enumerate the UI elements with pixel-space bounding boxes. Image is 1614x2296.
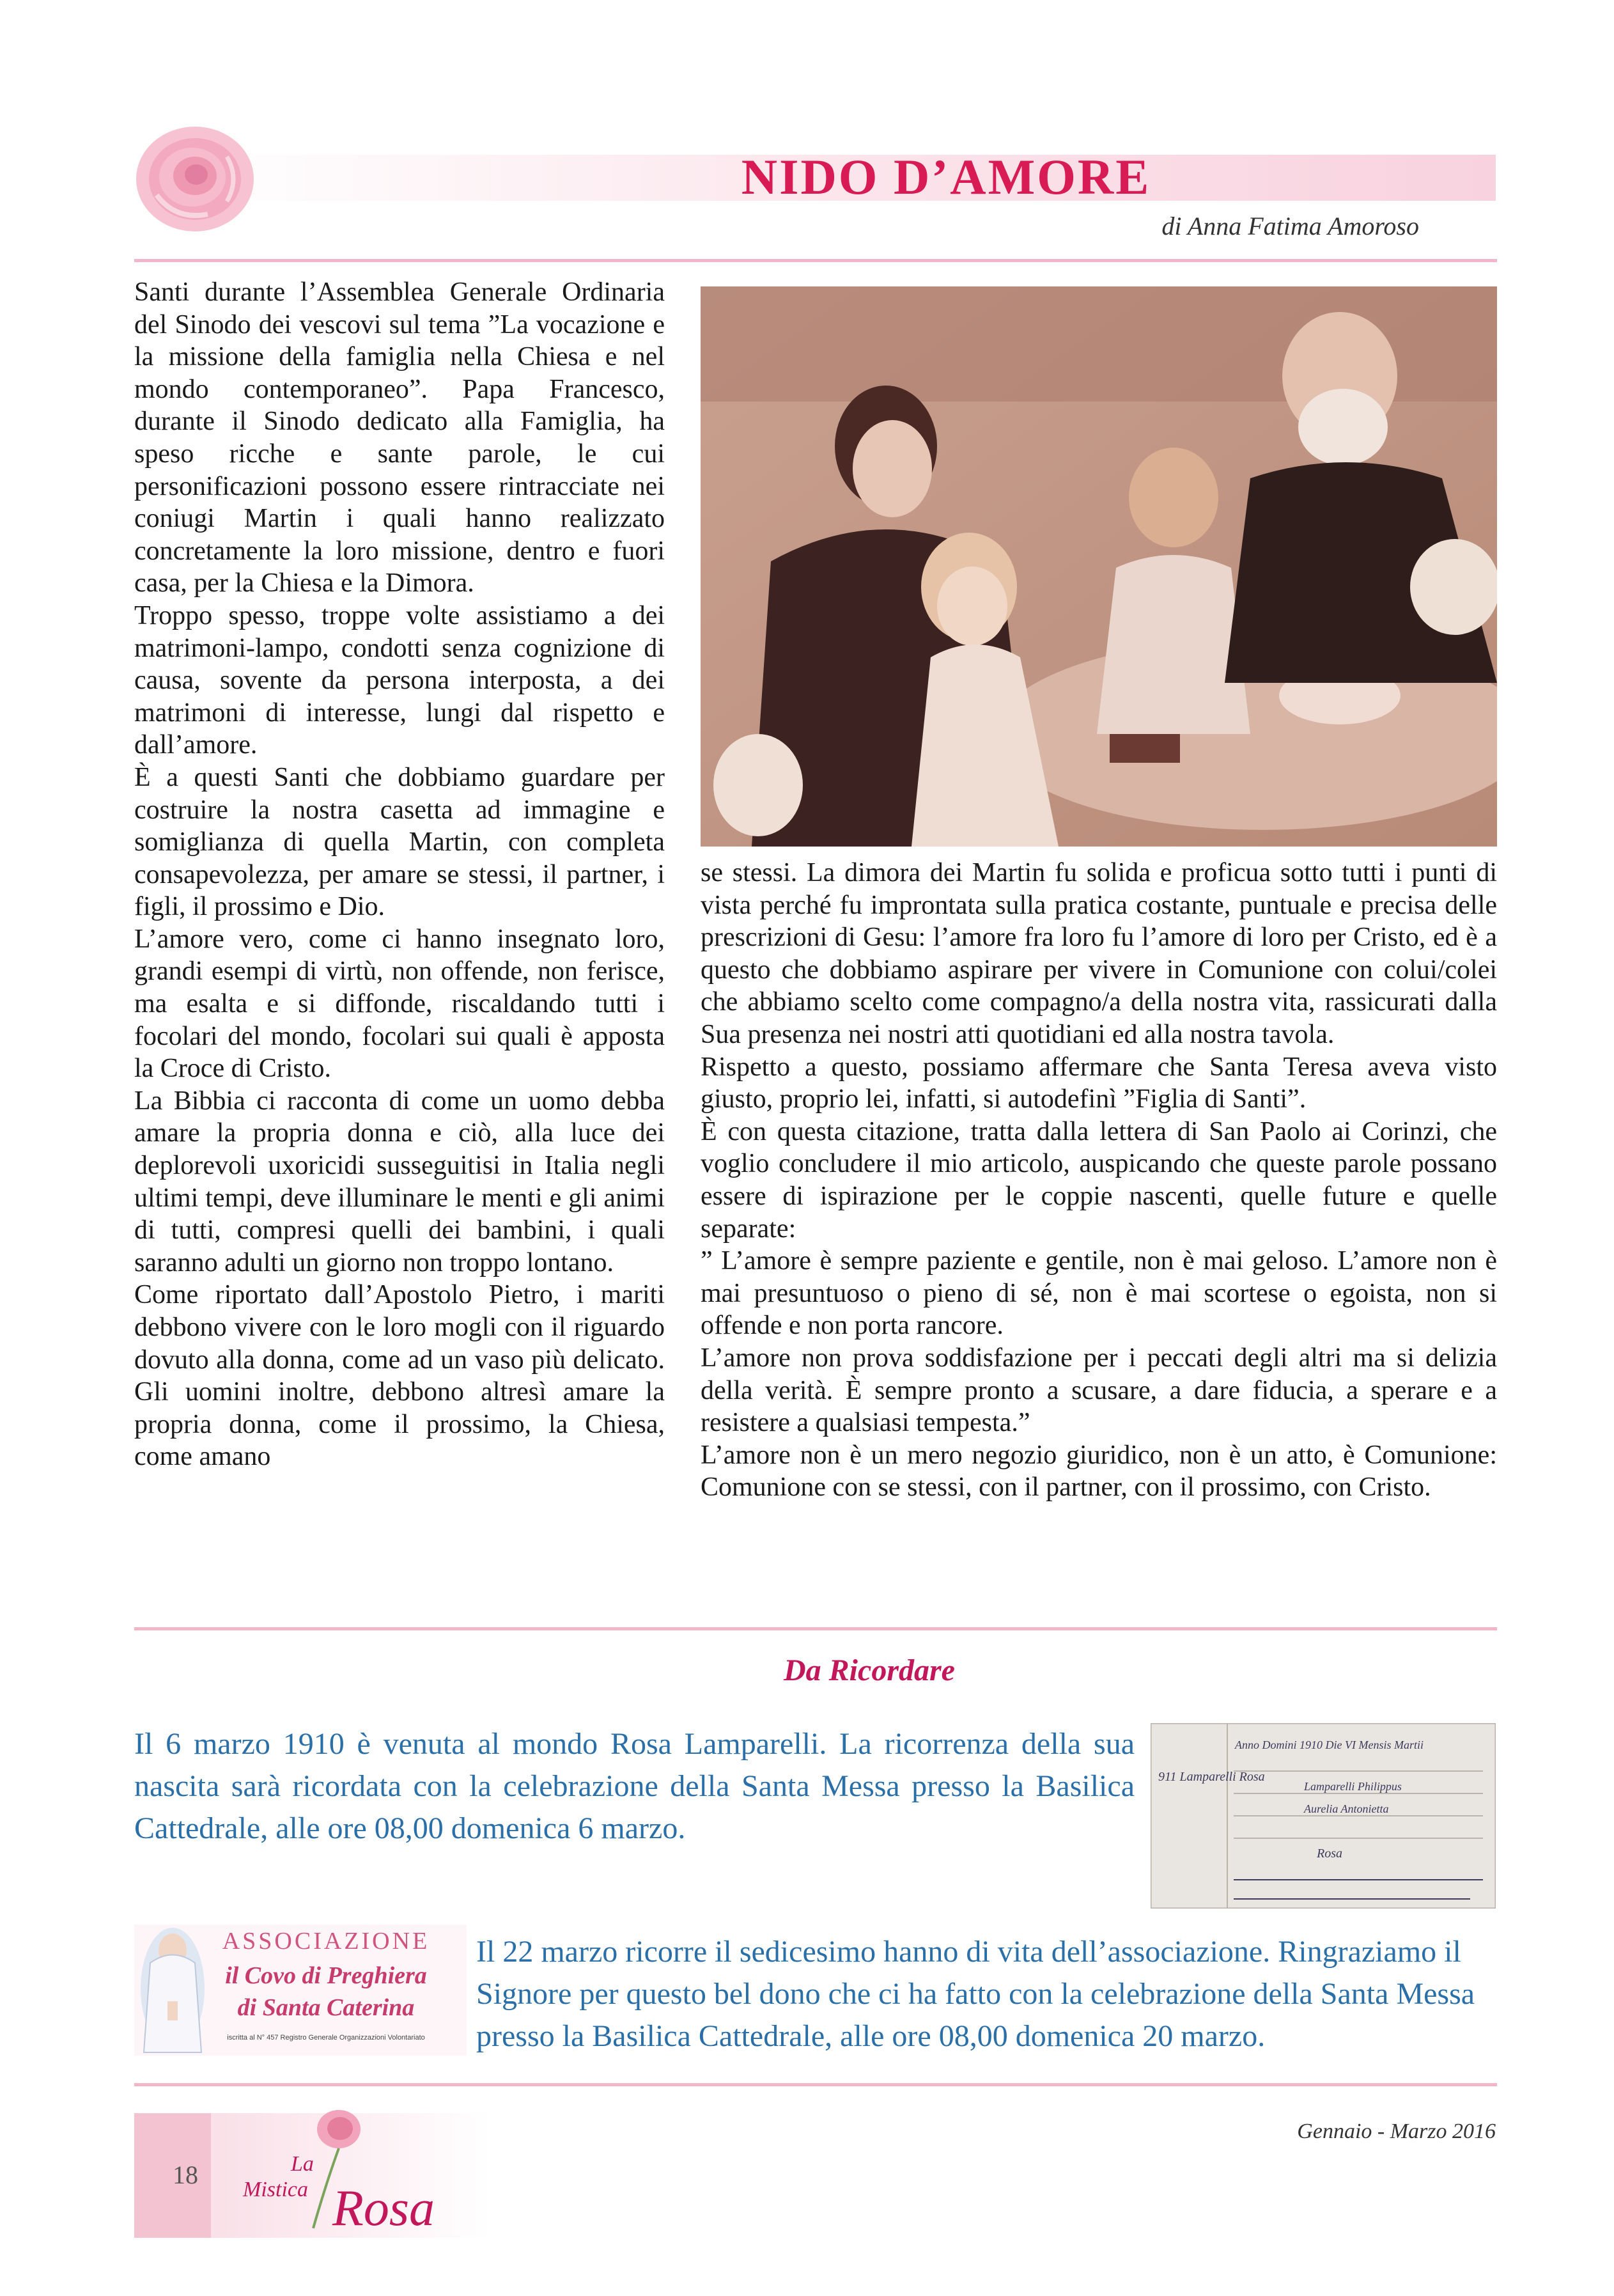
certificate-side-name: 911 Lamparelli Rosa — [1158, 1770, 1265, 1784]
article-paragraph: se stessi. La dimora dei Martin fu solida e proficua sotto tutti i punti di vista perché fu improntata sulla pratica costante, puntuale e precisa delle prescrizioni di Gesu: l’amore fra loro fu l’amore di loro per Cristo, ed è a questo che dobbiamo aspirare per vivere in Comunione con colui/colei che abbiamo scelto come compagno/a della nostra vita, rassicurati dalla Sua presenza nei nostri atti quotidiani ed alla nostra tavola. — [701, 858, 1497, 1049]
logo-word-la: La — [291, 2152, 314, 2176]
article-title: NIDO D’AMORE — [741, 149, 1151, 205]
logo-word-rosa: Rosa — [332, 2180, 435, 2237]
article-paragraph: L’amore non è un mero negozio giuridico, non è un atto, è Comunione: Comunione con se stessi, con il partner, con il prossimo, con Cristo. — [701, 1440, 1497, 1503]
certificate-line: Anno Domini 1910 Die VI Mensis Martii — [1235, 1738, 1424, 1751]
page-number: 18 — [173, 2160, 198, 2189]
article-paragraph: È a questi Santi che dobbiamo guardare per costruire la nostra casetta ad immagine e somiglianza di quella Martin, con completa consapevolezza, per amare se stessi, il partner, i figli, il prossimo e Dio. — [134, 762, 665, 922]
article-paragraph: Santi durante l’Assemblea Generale Ordinaria del Sinodo dei vescovi sul tema ”La vocazione e la missione della famiglia nella Chiesa e nel mondo contemporaneo”. Papa Francesco, durante il Sinodo dedicato alla Famiglia, ha speso ricche e sante parole, le cui personificazioni possono essere rintracciate nei coniugi Martin i quali hanno realizzato concretamente la loro missione, dentro e fuori casa, per la Chiesa e la Dimora. — [134, 277, 665, 598]
issue-date: Gennaio - Marzo 2016 — [1297, 2120, 1496, 2143]
martin-family-painting — [701, 286, 1497, 847]
birth-record-image — [1151, 1723, 1496, 1909]
certificate-line: Aurelia Antonietta — [1304, 1802, 1389, 1815]
association-logo-line: il Covo di Preghiera — [225, 1962, 427, 1989]
certificate-line: Rosa — [1317, 1847, 1342, 1861]
header-divider — [134, 259, 1497, 262]
article-paragraph: ” L’amore è sempre paziente e gentile, non è mai geloso. L’amore non è mai presuntuoso o pieno di sé, non è mai scortese o egoista, non si offende e non porta rancore. — [701, 1246, 1497, 1341]
article-paragraph: Come riportato dall’Apostolo Pietro, i mariti debbono vivere con le loro mogli con il riguardo dovuto alla donna, come ad un vaso più delicato. Gli uomini inoltre, debbono altresì amare la propria donna, come il prossimo, la Chiesa, come amano — [134, 1280, 665, 1472]
article-byline: di Anna Fatima Amoroso — [1161, 212, 1419, 240]
certificate-line: Lamparelli Philippus — [1304, 1780, 1402, 1793]
association-text: Il 22 marzo ricorre il sedicesimo hanno di vita dell’associazione. Ringraziamo il Signore per questo bel dono che ci ha fatto con la celebrazione della Santa Messa presso la Basilica Cattedrale, alle ore 08,00 domenica 20 marzo. — [476, 1935, 1475, 2053]
article-paragraph: La Bibbia ci racconta di come un uomo debba amare la propria donna e ciò, alla luce dei deplorevoli uxoricidi susseguitisi in Italia negli ultimi tempi, deve illuminare le menti e gli animi di tutti, compresi quelli dei bambini, i quali saranno adulti un giorno non troppo lontano. — [134, 1086, 665, 1277]
article-left-column — [134, 276, 665, 1473]
article-paragraph: Troppo spesso, troppe volte assistiamo a dei matrimoni-lampo, condotti senza cognizione di causa, sovente da persona interposta, a dei matrimoni di interesse, lungi dal rispetto e dall’amore. — [134, 600, 665, 760]
article-paragraph: L’amore non prova soddisfazione per i peccati degli altri ma si delizia della verità. È sempre pronto a scusare, a dare fiducia, a sperare e a resistere a qualsiasi tempesta.” — [701, 1343, 1497, 1438]
article-paragraph: Rispetto a questo, possiamo affermare che Santa Teresa aveva visto giusto, proprio lei, infatti, si autodefinì ”Figlia di Santi”. — [701, 1052, 1497, 1114]
article-right-column — [701, 857, 1497, 1504]
remember-text: Il 6 marzo 1910 è venuta al mondo Rosa Lamparelli. La ricorrenza della sua nascita sarà ricordata con la celebrazione della Santa Messa presso la Basilica Cattedrale, alle ore 08,00 domenica 6 marzo. — [134, 1727, 1135, 1845]
association-logo-note: iscritta al N° 457 Registro Generale Organizzazioni Volontariato — [227, 2034, 425, 2042]
section-divider — [134, 1627, 1497, 1630]
logo-word-mistica: Mistica — [243, 2178, 308, 2201]
association-logo-word: ASSOCIAZIONE — [222, 1928, 430, 1955]
association-logo — [134, 1925, 467, 2056]
footer-divider — [134, 2083, 1497, 2086]
association-logo-line: di Santa Caterina — [237, 1994, 415, 2021]
article-paragraph: L’amore vero, come ci hanno insegnato loro, grandi esempi di virtù, non offende, non ferisce, ma esalta e si diffonde, riscaldando tutti i focolari del mondo, focolari sui quali è apposta la Croce di Cristo. — [134, 924, 665, 1084]
remember-section-title: Da Ricordare — [784, 1653, 955, 1687]
rose-icon — [131, 118, 259, 240]
article-paragraph: È con questa citazione, tratta dalla lettera di San Paolo ai Corinzi, che voglio concludere il mio articolo, auspicando che queste parole possano essere di ispirazione per le coppie nascenti, quelle future e quelle separate: — [701, 1116, 1497, 1244]
